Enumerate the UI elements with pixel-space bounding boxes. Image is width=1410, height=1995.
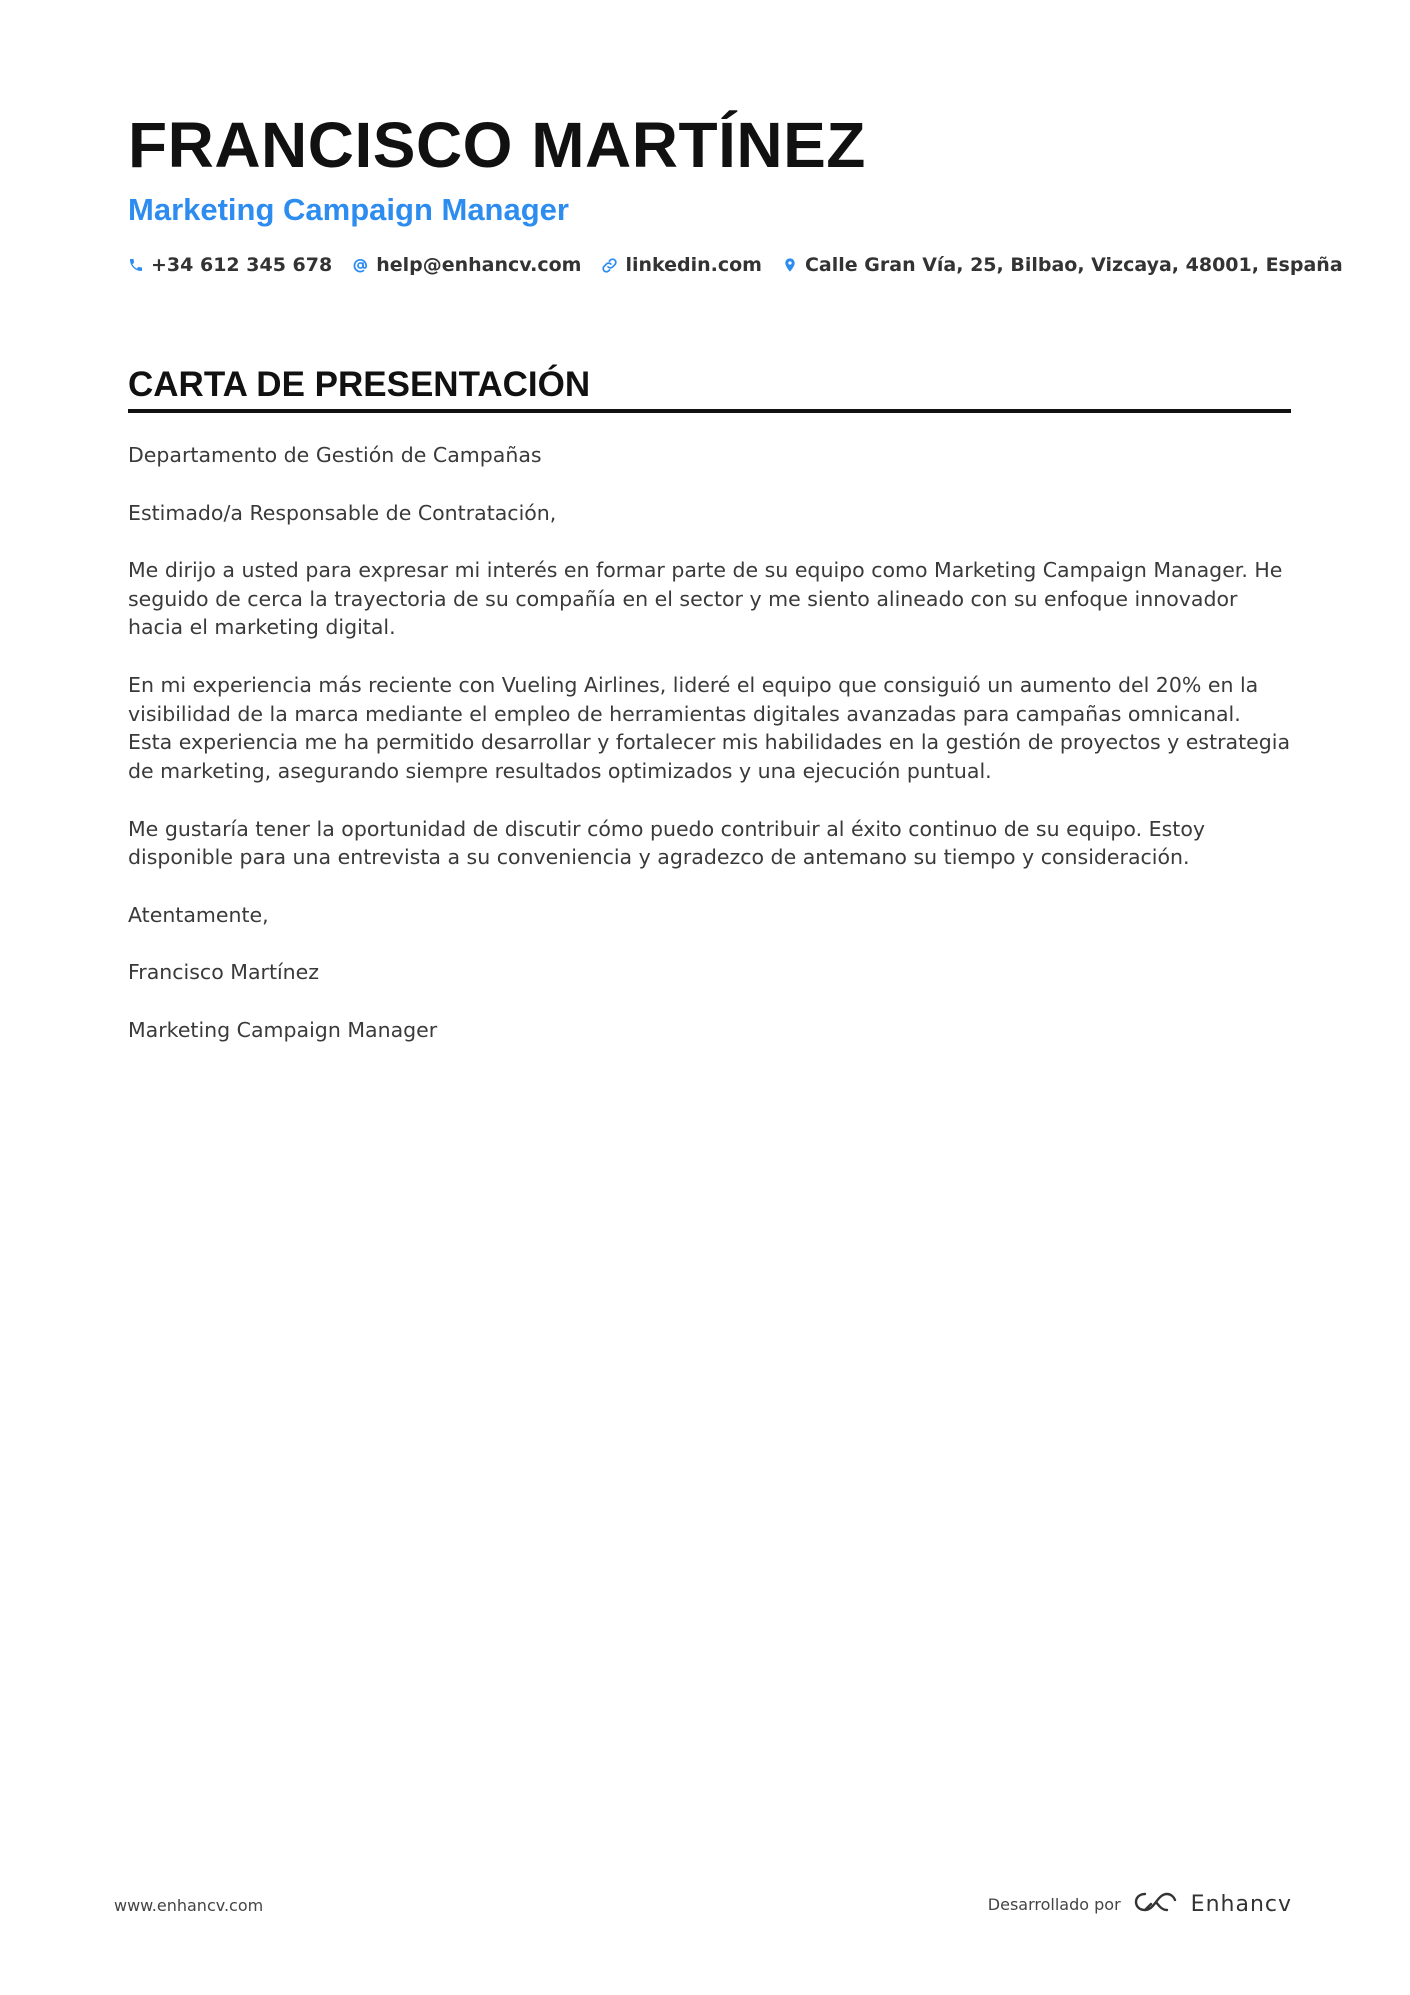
phone-icon — [128, 257, 144, 273]
location-pin-icon — [782, 256, 798, 274]
candidate-job-title: Marketing Campaign Manager — [128, 192, 569, 227]
letter-body — [128, 441, 1291, 1073]
letter-closing: Atentamente, — [128, 902, 269, 927]
section-divider — [128, 409, 1291, 413]
powered-by — [988, 1890, 1292, 1919]
contact-email — [352, 254, 581, 276]
enhancv-logo-icon — [1133, 1890, 1179, 1919]
letter-paragraph: Me dirijo a usted para expresar mi interés en formar parte de su equipo como Marketing Campaign Manager. He seguido de cerca la trayectoria de su compañía en el sector y me siento alineado con su enfoque innovador hacia el marketing digital. — [128, 558, 1283, 640]
email-address: help@enhancv.com — [376, 254, 582, 276]
letter-paragraph: En mi experiencia más reciente con Vueling Airlines, lideré el equipo que consiguió un aumento del 20% en la visibilidad de la marca mediante el empleo de herramientas digitales avanzadas para campañas omnicanal. Esta experiencia me ha permitido desarrollar y fortalecer mis habilidades en la gestión de proyectos y estrategia de marketing, asegurando siempre resultados optimizados y una ejecución puntual. — [128, 672, 1291, 784]
candidate-name: FRANCISCO MARTÍNEZ — [128, 109, 866, 181]
signature-name: Francisco Martínez — [128, 960, 320, 985]
letter-department: Departamento de Gestión de Campañas — [128, 443, 542, 467]
section-title: CARTA DE PRESENTACIÓN — [128, 365, 591, 404]
contact-linkedin — [601, 254, 762, 276]
powered-by-label: Desarrollado por — [987, 1895, 1121, 1914]
postal-address: Calle Gran Vía, 25, Bilbao, Vizcaya, 48001, España — [804, 254, 1343, 276]
signature-title: Marketing Campaign Manager — [128, 1017, 438, 1042]
at-icon — [352, 257, 369, 274]
contact-phone — [128, 254, 332, 276]
letter-paragraph: Me gustaría tener la oportunidad de discutir cómo puedo contribuir al éxito continuo de su equipo. Estoy disponible para una entrevista a su conveniencia y agradezco de antemano su tiempo y consideración. — [128, 816, 1205, 870]
footer-url[interactable]: www.enhancv.com — [114, 1896, 264, 1915]
brand-name: Enhancv — [1190, 1892, 1292, 1917]
linkedin-link: linkedin.com — [625, 254, 762, 276]
contact-bar — [128, 254, 1343, 276]
link-icon — [601, 257, 618, 274]
letter-greeting: Estimado/a Responsable de Contratación, — [128, 500, 557, 525]
contact-address — [782, 254, 1343, 276]
phone-number: +34 612 345 678 — [151, 254, 333, 276]
